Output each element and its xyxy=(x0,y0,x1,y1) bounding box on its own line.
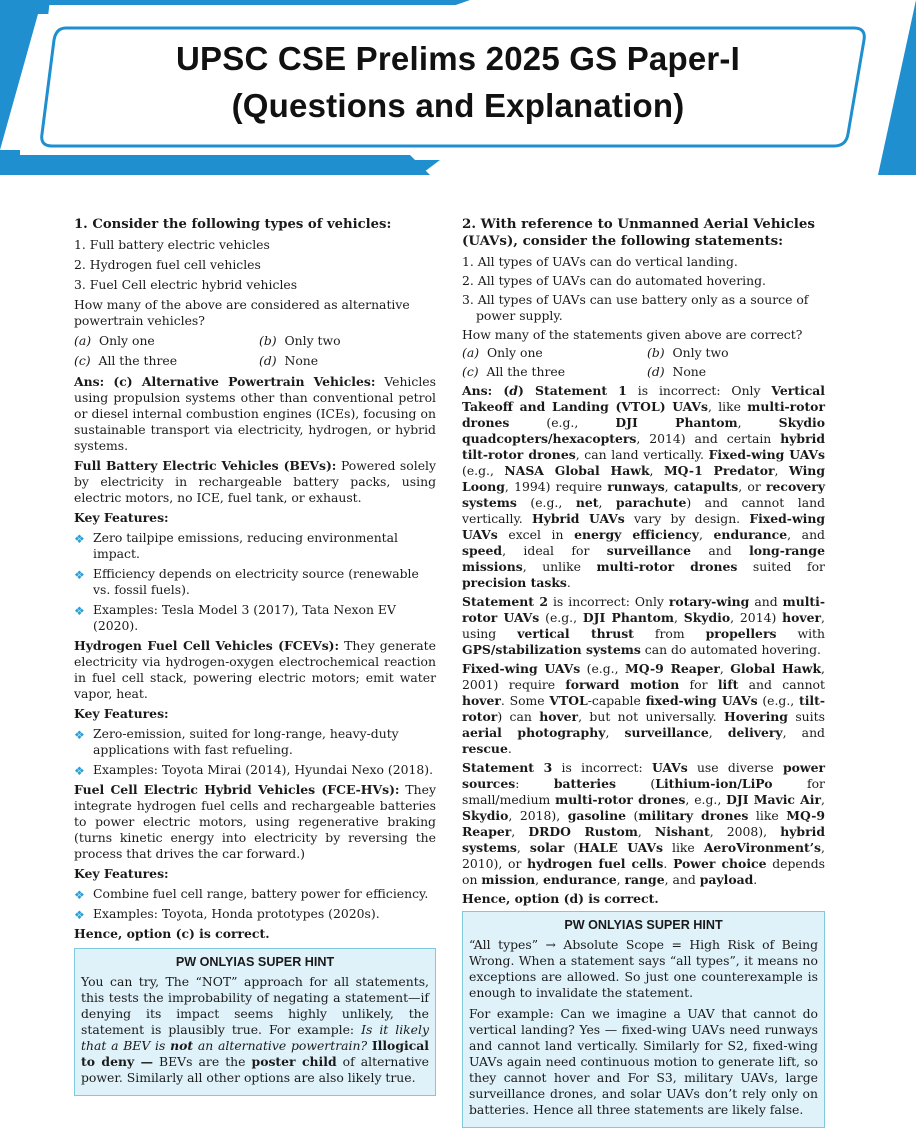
q1-bev-paragraph: Full Battery Electric Vehicles (BEVs): Powered solely by electricity in rechargeable battery packs, using electric motors, no ICE, fuel tank, or exhaust. xyxy=(74,458,437,505)
q2-answer-statement-2: Statement 2 is incorrect: Only rotary-wing and multi-rotor UAVs (e.g., DJI Phantom, Skydio, 2014) hover, using vertical thrust from propellers with GPS/stabilization systems can do automated hovering. xyxy=(462,594,825,657)
diamond-bullet-icon: ❖ xyxy=(74,604,85,618)
q2-statement-2: 2. All types of UAVs can do automated hovering. xyxy=(462,273,766,288)
q2-answer-statement-1: Ans: (d) Statement 1 is incorrect: Only Vertical Takeoff and Landing (VTOL) UAVs, like multi-rotor drones (e.g., DJI Phantom, Skydio quadcopters/hexacopters, 2014) and certain hybrid tilt-rotor drones, can land vertically. Fixed-wing UAVs (e.g., NASA Global Hawk, MQ-1 Predator, Wing Loong, 1994) require runways, catapults, or recovery systems (e.g., net, parachute) and cannot land vertically. Hybrid UAVs vary by design. Fixed-wing UAVs excel in energy efficiency, endurance, and speed, ideal for surveillance and long-range missions, unlike multi-rotor drones suited for precision tasks. xyxy=(462,383,826,590)
list-item: ❖ Efficiency depends on electricity source (renewable vs. fossil fuels). xyxy=(74,566,419,597)
list-item: ❖ Examples: Tesla Model 3 (2017), Tata Nexon EV (2020). xyxy=(74,602,396,633)
diamond-bullet-icon: ❖ xyxy=(74,908,85,922)
q2-hint-title: PW ONLYIAS SUPER HINT xyxy=(564,918,723,932)
question-1-column xyxy=(74,214,436,1096)
q1-statement-3: 3. Fuel Cell electric hybrid vehicles xyxy=(74,277,298,292)
question-2-column xyxy=(462,214,825,1128)
q1-hint-text: You can try, The “NOT” approach for all statements, this tests the improbability of negating a statement—if denying its impact seems highly unlikely, the statement is plausibly true. For example: Is it likely that a BEV is not an alternative powertrain? Illogical to deny — BEVs are the poster child of alternative power. Similarly all other options are also likely true. xyxy=(81,974,429,1085)
q2-option-c: (c) All the three xyxy=(462,364,566,379)
list-item: ❖ Zero tailpipe emissions, reducing environmental impact. xyxy=(74,530,399,561)
diamond-bullet-icon: ❖ xyxy=(74,568,85,582)
q1-key-features-heading-2: Key Features: xyxy=(74,706,169,721)
q1-option-d: (d) None xyxy=(259,353,319,368)
q1-final-answer: Hence, option (c) is correct. xyxy=(74,926,270,941)
q1-answer: Ans: (c) Alternative Powertrain Vehicles: Vehicles using propulsion systems other than conventional petrol or diesel internal combustion engines (ICEs), focusing on sustainable transport via electricity, hydrogen, or hybrid systems. xyxy=(74,374,436,453)
q2-statement-1: 1. All types of UAVs can do vertical landing. xyxy=(462,254,738,269)
page-title: UPSC CSE Prelims 2025 GS Paper-I xyxy=(176,40,740,77)
list-item: ❖ Examples: Toyota, Honda prototypes (2020s). xyxy=(74,906,380,922)
q1-options xyxy=(74,333,436,369)
list-item: ❖ Zero-emission, suited for long-range, heavy-duty applications with fast refueling. xyxy=(74,726,399,757)
q1-fch-paragraph: Fuel Cell Electric Hybrid Vehicles (FCE-HVs): They integrate hydrogen fuel cells and rechargeable batteries to power electric motors, using regenerative braking (turns kinetic energy into electricity by reversing the process that drives the car forward.) xyxy=(74,782,436,861)
q2-hint-text-2: For example: Can we imagine a UAV that cannot do vertical landing? Yes — fixed-wing UAVs need runways and cannot land vertically. Similarly for S2, fixed-wing UAVs again need continuous motion to generate lift, so they cannot hover and For S3, military UAVs, large surveillance drones, and solar UAVs don’t rely only on batteries. Hence all three statements are likely false. xyxy=(469,1006,818,1117)
q2-super-hint-box xyxy=(462,911,825,1128)
page-subtitle: (Questions and Explanation) xyxy=(231,87,685,124)
q2-statement-3: 3. All types of UAVs can use battery only as a source of power supply. xyxy=(462,292,809,323)
q2-answer-fixed-wing: Fixed-wing UAVs (e.g., MQ-9 Reaper, Global Hawk, 2001) require forward motion for lift and cannot hover. Some VTOL-capable fixed-wing UAVs (e.g., tilt-rotor) can hover, but not universally. Hovering suits aerial photography, surveillance, delivery, and rescue. xyxy=(462,661,826,756)
list-item: ❖ Examples: Toyota Mirai (2014), Hyundai Nexo (2018). xyxy=(74,762,434,778)
q1-super-hint-box xyxy=(74,948,436,1096)
q2-option-d: (d) None xyxy=(647,364,707,379)
q2-prompt: How many of the statements given above are correct? xyxy=(462,327,803,342)
q2-hint-text-1: “All types” → Absolute Scope = High Risk of Being Wrong. When a statement says “all types”, it means no exceptions are allowed. So just one counterexample is enough to invalidate the statement. xyxy=(469,937,818,1000)
q1-option-b: (b) Only two xyxy=(259,333,341,348)
q2-option-b: (b) Only two xyxy=(647,345,729,360)
q1-key-features-heading-1: Key Features: xyxy=(74,510,169,525)
q2-answer-statement-3: Statement 3 is incorrect: UAVs use diverse power sources: batteries (Lithium-ion/LiPo for small/medium multi-rotor drones, e.g., DJI Mavic Air, Skydio, 2018), gasoline (military drones like MQ-9 Reaper, DRDO Rustom, Nishant, 2008), hybrid systems, solar (HALE UAVs like AeroVironment’s, 2010), or hydrogen fuel cells. Power choice depends on mission, endurance, range, and payload. xyxy=(462,760,825,887)
q1-option-c: (c) All the three xyxy=(74,353,178,368)
list-item: ❖ Combine fuel cell range, battery power for efficiency. xyxy=(74,886,429,902)
diamond-bullet-icon: ❖ xyxy=(74,888,85,902)
q2-final-answer: Hence, option (d) is correct. xyxy=(462,891,659,906)
question-2-title: 2. With reference to Unmanned Aerial Vehicles (UAVs), consider the following statements: xyxy=(462,216,815,249)
q1-statement-2: 2. Hydrogen fuel cell vehicles xyxy=(74,257,261,272)
diamond-bullet-icon: ❖ xyxy=(74,728,85,742)
q1-option-a: (a) Only one xyxy=(74,333,155,348)
q2-option-a: (a) Only one xyxy=(462,345,543,360)
q1-key-features-heading-3: Key Features: xyxy=(74,866,169,881)
diamond-bullet-icon: ❖ xyxy=(74,764,85,778)
q2-options xyxy=(462,345,825,380)
diamond-bullet-icon: ❖ xyxy=(74,532,85,546)
question-1-title: 1. Consider the following types of vehicles: xyxy=(74,217,392,232)
q1-fcev-paragraph: Hydrogen Fuel Cell Vehicles (FCEVs): They generate electricity via hydrogen-oxygen electrochemical reaction in fuel cell stack, powering electric motors; emit water vapor, heat. xyxy=(74,638,436,701)
q1-prompt: How many of the above are considered as alternative powertrain vehicles? xyxy=(74,297,410,328)
q1-hint-title: PW ONLYIAS SUPER HINT xyxy=(175,955,335,969)
q1-statement-1: 1. Full battery electric vehicles xyxy=(74,237,270,252)
